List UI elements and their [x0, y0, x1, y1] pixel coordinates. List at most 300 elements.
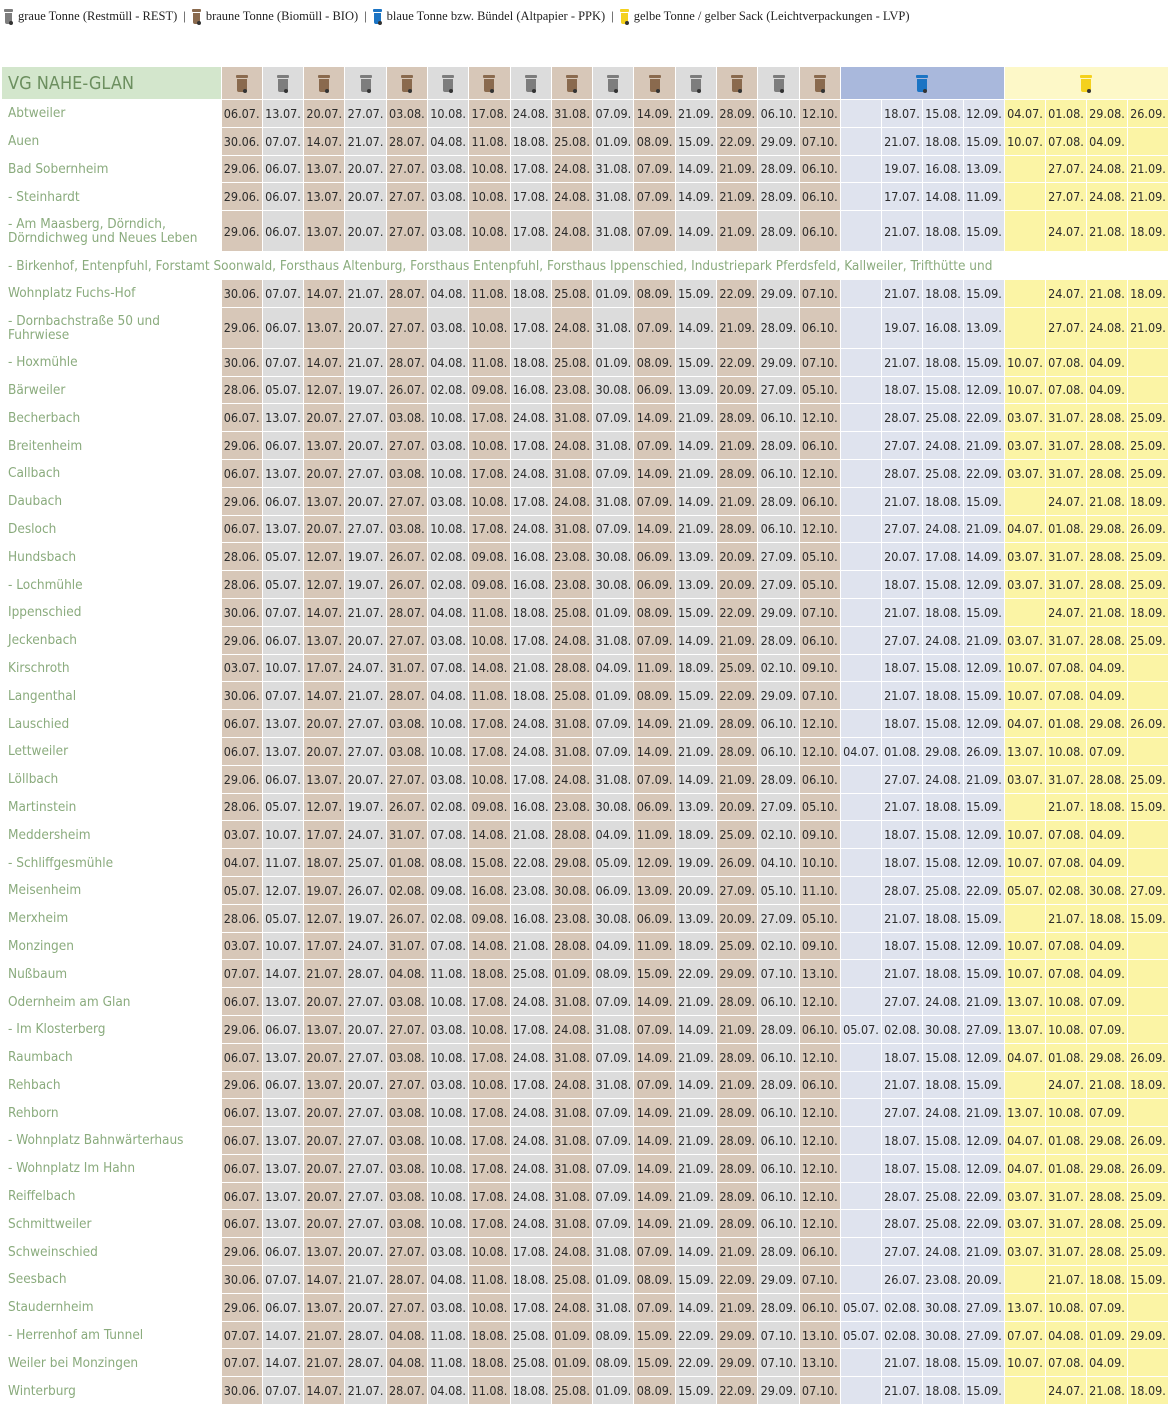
legend-label: graue Tonne (Restmüll - REST) [18, 8, 178, 23]
packaging-date-cell: 01.08. [1045, 1154, 1086, 1182]
date-cell: 13.07. [304, 1293, 345, 1321]
date-cell: 17.08. [469, 404, 510, 432]
date-cell: 17.08. [469, 710, 510, 738]
paper-date-cell: 12.09. [963, 100, 1004, 128]
date-cell: 26.07. [386, 793, 427, 821]
paper-date-cell: 16.08. [922, 307, 963, 348]
date-cell: 15.09. [675, 598, 716, 626]
date-cell: 12.10. [799, 515, 840, 543]
packaging-date-cell: 04.07. [1004, 1154, 1045, 1182]
date-cell: 06.10. [758, 459, 799, 487]
table-row [2, 1015, 1168, 1043]
date-cell: 24.08. [510, 404, 551, 432]
date-cell: 22.09. [717, 598, 758, 626]
paper-date-cell: 18.07. [881, 1127, 922, 1155]
date-cell: 10.08. [427, 737, 468, 765]
date-cell: 27.07. [386, 307, 427, 348]
brown-column-header [221, 67, 262, 100]
packaging-date-cell: 13.07. [1004, 737, 1045, 765]
location-name: Hundsbach [2, 543, 221, 571]
date-cell: 07.07. [262, 1377, 303, 1405]
date-cell: 31.08. [551, 1210, 592, 1238]
date-cell: 07.10. [799, 682, 840, 710]
date-cell: 31.08. [551, 1154, 592, 1182]
paper-date-cell: 21.09. [963, 1238, 1004, 1266]
date-cell: 20.07. [345, 1071, 386, 1099]
packaging-date-cell: 18.08. [1086, 904, 1127, 932]
date-cell: 20.07. [304, 1099, 345, 1127]
date-cell: 07.10. [758, 960, 799, 988]
packaging-date-cell [1004, 183, 1045, 211]
date-cell: 20.07. [304, 1210, 345, 1238]
packaging-date-cell [1127, 1349, 1168, 1377]
packaging-date-cell: 29.08. [1086, 1043, 1127, 1071]
date-cell: 29.09. [717, 1321, 758, 1349]
date-cell: 06.09. [634, 793, 675, 821]
date-cell: 04.08. [386, 960, 427, 988]
packaging-date-cell [1127, 1015, 1168, 1043]
date-cell: 29.06. [221, 1015, 262, 1043]
date-cell: 10.08. [469, 626, 510, 654]
paper-date-cell: 27.07. [881, 1099, 922, 1127]
date-cell: 10.08. [469, 765, 510, 793]
date-cell: 28.09. [717, 710, 758, 738]
date-cell: 27.07. [386, 1293, 427, 1321]
date-cell: 03.08. [386, 1154, 427, 1182]
date-cell: 13.09. [675, 904, 716, 932]
location-name: Odernheim am Glan [2, 988, 221, 1016]
date-cell: 14.09. [634, 459, 675, 487]
date-cell: 16.08. [510, 376, 551, 404]
date-cell: 20.07. [304, 710, 345, 738]
date-cell: 02.08. [427, 793, 468, 821]
date-cell: 06.07. [221, 1182, 262, 1210]
date-cell: 17.08. [469, 1127, 510, 1155]
date-cell: 21.07. [304, 1321, 345, 1349]
date-cell: 17.08. [510, 765, 551, 793]
paper-date-cell: 12.09. [963, 376, 1004, 404]
date-cell: 13.10. [799, 1349, 840, 1377]
paper-date-cell: 24.08. [922, 765, 963, 793]
date-cell: 29.06. [221, 432, 262, 460]
date-cell: 15.09. [675, 348, 716, 376]
date-cell: 30.08. [593, 904, 634, 932]
packaging-date-cell: 21.08. [1086, 487, 1127, 515]
paper-date-cell: 15.09. [963, 960, 1004, 988]
blue-column-header [840, 67, 1004, 100]
paper-date-cell: 18.08. [922, 960, 963, 988]
date-cell: 29.06. [221, 487, 262, 515]
paper-date-cell [840, 598, 881, 626]
packaging-date-cell: 04.07. [1004, 1127, 1045, 1155]
date-cell: 27.07. [345, 1099, 386, 1127]
date-cell: 06.10. [799, 211, 840, 252]
date-cell: 11.08. [427, 960, 468, 988]
packaging-date-cell: 18.09. [1127, 1377, 1168, 1405]
date-cell: 15.09. [675, 1377, 716, 1405]
packaging-date-cell: 10.07. [1004, 654, 1045, 682]
packaging-date-cell: 13.07. [1004, 1099, 1045, 1127]
date-cell: 15.09. [634, 1349, 675, 1377]
date-cell: 03.08. [427, 1238, 468, 1266]
date-cell: 27.07. [345, 1210, 386, 1238]
date-cell: 07.07. [262, 682, 303, 710]
date-cell: 28.08. [551, 932, 592, 960]
packaging-date-cell: 30.08. [1086, 876, 1127, 904]
packaging-date-cell: 21.08. [1086, 1377, 1127, 1405]
date-cell: 13.07. [262, 1127, 303, 1155]
date-cell: 14.09. [634, 1154, 675, 1182]
paper-date-cell [840, 1182, 881, 1210]
paper-date-cell: 27.09. [963, 1015, 1004, 1043]
date-cell: 21.07. [345, 279, 386, 307]
table-row [2, 376, 1168, 404]
date-cell: 13.09. [675, 793, 716, 821]
date-cell: 28.09. [758, 1071, 799, 1099]
paper-date-cell [840, 1127, 881, 1155]
paper-date-cell: 12.09. [963, 654, 1004, 682]
date-cell: 06.10. [799, 487, 840, 515]
date-cell: 14.09. [634, 1099, 675, 1127]
yellow-bin-icon [620, 9, 629, 24]
paper-date-cell [840, 211, 881, 252]
date-cell: 28.07. [345, 1349, 386, 1377]
date-cell: 26.07. [386, 543, 427, 571]
date-cell: 31.07. [386, 932, 427, 960]
paper-date-cell: 21.07. [881, 279, 922, 307]
date-cell: 20.07. [345, 155, 386, 183]
date-cell: 28.09. [717, 988, 758, 1016]
brown-column-header [386, 67, 427, 100]
date-cell: 25.09. [717, 654, 758, 682]
table-title: VG NAHE-GLAN [2, 67, 221, 100]
date-cell: 09.08. [469, 376, 510, 404]
date-cell: 13.07. [262, 1154, 303, 1182]
packaging-date-cell: 04.07. [1004, 1043, 1045, 1071]
paper-date-cell: 29.08. [922, 737, 963, 765]
date-cell: 05.10. [799, 793, 840, 821]
date-cell: 21.07. [304, 960, 345, 988]
date-cell: 10.08. [427, 1099, 468, 1127]
date-cell: 16.08. [510, 793, 551, 821]
date-cell: 20.07. [345, 211, 386, 252]
date-cell: 03.08. [427, 211, 468, 252]
date-cell: 04.07. [221, 849, 262, 877]
paper-date-cell: 18.08. [922, 1377, 963, 1405]
date-cell: 18.08. [510, 279, 551, 307]
date-cell: 06.10. [799, 307, 840, 348]
date-cell: 01.09. [551, 960, 592, 988]
date-cell: 05.09. [593, 849, 634, 877]
packaging-date-cell: 24.08. [1086, 307, 1127, 348]
date-cell: 06.09. [634, 904, 675, 932]
paper-date-cell [840, 710, 881, 738]
date-cell: 22.09. [717, 1377, 758, 1405]
date-cell: 24.08. [510, 737, 551, 765]
date-cell: 24.08. [510, 1127, 551, 1155]
date-cell: 06.07. [262, 307, 303, 348]
table-row [2, 348, 1168, 376]
packaging-date-cell: 24.07. [1045, 487, 1086, 515]
date-cell: 28.09. [717, 100, 758, 128]
date-cell: 10.08. [469, 183, 510, 211]
packaging-date-cell: 27.07. [1045, 155, 1086, 183]
location-name: Raumbach [2, 1043, 221, 1071]
date-cell: 07.07. [221, 960, 262, 988]
packaging-date-cell: 04.09. [1086, 960, 1127, 988]
date-cell: 28.08. [551, 821, 592, 849]
date-cell: 21.09. [675, 1154, 716, 1182]
date-cell: 21.09. [675, 459, 716, 487]
date-cell: 03.08. [386, 1043, 427, 1071]
paper-date-cell [840, 183, 881, 211]
date-cell: 30.06. [221, 348, 262, 376]
date-cell: 13.07. [304, 211, 345, 252]
date-cell: 04.08. [427, 1377, 468, 1405]
location-name: Rehborn [2, 1099, 221, 1127]
location-name: Desloch [2, 515, 221, 543]
paper-date-cell: 25.08. [922, 1182, 963, 1210]
date-cell: 28.08. [551, 654, 592, 682]
date-cell: 03.08. [386, 1182, 427, 1210]
date-cell: 06.07. [221, 988, 262, 1016]
date-cell: 12.07. [304, 571, 345, 599]
paper-date-cell: 21.07. [881, 793, 922, 821]
date-cell: 28.09. [758, 211, 799, 252]
paper-date-cell [840, 1238, 881, 1266]
date-cell: 08.09. [593, 1321, 634, 1349]
date-cell: 13.07. [304, 765, 345, 793]
date-cell: 14.09. [675, 1293, 716, 1321]
date-cell: 17.08. [469, 1099, 510, 1127]
packaging-date-cell: 28.08. [1086, 1210, 1127, 1238]
table-row [2, 821, 1168, 849]
date-cell: 29.06. [221, 765, 262, 793]
date-cell: 03.08. [386, 459, 427, 487]
date-cell: 29.06. [221, 307, 262, 348]
date-cell: 22.09. [675, 1349, 716, 1377]
table-row [2, 849, 1168, 877]
date-cell: 06.10. [758, 988, 799, 1016]
date-cell: 25.08. [551, 279, 592, 307]
location-name: Löllbach [2, 765, 221, 793]
gray-bin-icon [277, 75, 289, 92]
packaging-date-cell: 07.09. [1086, 1099, 1127, 1127]
date-cell: 24.08. [551, 307, 592, 348]
date-cell: 28.07. [386, 348, 427, 376]
date-cell: 25.07. [345, 849, 386, 877]
packaging-date-cell: 18.08. [1086, 793, 1127, 821]
legend-item [373, 9, 606, 24]
table-row [2, 155, 1168, 183]
date-cell: 31.07. [386, 654, 427, 682]
paper-date-cell: 18.08. [922, 1349, 963, 1377]
paper-date-cell [840, 765, 881, 793]
date-cell: 01.09. [593, 348, 634, 376]
date-cell: 20.07. [304, 515, 345, 543]
paper-date-cell: 18.07. [881, 571, 922, 599]
date-cell: 20.09. [675, 876, 716, 904]
location-name: Langenthal [2, 682, 221, 710]
date-cell: 21.07. [345, 1377, 386, 1405]
legend-separator: | [611, 8, 614, 23]
date-cell: 07.09. [634, 1293, 675, 1321]
date-cell: 25.08. [510, 1349, 551, 1377]
date-cell: 08.09. [634, 598, 675, 626]
table-row [2, 459, 1168, 487]
date-cell: 22.09. [717, 682, 758, 710]
date-cell: 11.08. [469, 348, 510, 376]
date-cell: 03.08. [386, 1099, 427, 1127]
packaging-date-cell: 05.07. [1004, 876, 1045, 904]
paper-date-cell: 15.08. [922, 654, 963, 682]
date-cell: 21.09. [675, 1210, 716, 1238]
packaging-date-cell: 26.09. [1127, 1043, 1168, 1071]
legend-separator: | [364, 8, 367, 23]
date-cell: 28.09. [717, 737, 758, 765]
date-cell: 04.08. [427, 348, 468, 376]
paper-date-cell: 16.08. [922, 155, 963, 183]
date-cell: 17.08. [510, 1293, 551, 1321]
date-cell: 21.07. [345, 348, 386, 376]
location-name: Breitenheim [2, 432, 221, 460]
date-cell: 07.09. [593, 710, 634, 738]
paper-date-cell [840, 432, 881, 460]
location-name: Weiler bei Monzingen [2, 1349, 221, 1377]
date-cell: 13.07. [304, 183, 345, 211]
paper-date-cell: 20.07. [881, 543, 922, 571]
date-cell: 17.08. [469, 1154, 510, 1182]
date-cell: 28.09. [717, 404, 758, 432]
paper-date-cell: 15.08. [922, 932, 963, 960]
paper-date-cell [840, 487, 881, 515]
date-cell: 28.09. [717, 1154, 758, 1182]
packaging-date-cell [1127, 127, 1168, 155]
packaging-date-cell: 10.08. [1045, 737, 1086, 765]
paper-date-cell: 24.08. [922, 1099, 963, 1127]
date-cell: 03.08. [427, 155, 468, 183]
date-cell: 13.07. [262, 1099, 303, 1127]
paper-date-cell [840, 1266, 881, 1294]
location-name: Bad Sobernheim [2, 155, 221, 183]
date-cell: 31.08. [551, 710, 592, 738]
packaging-date-cell: 24.08. [1086, 183, 1127, 211]
date-cell: 10.07. [262, 654, 303, 682]
date-cell: 19.07. [345, 793, 386, 821]
paper-date-cell: 21.09. [963, 626, 1004, 654]
date-cell: 24.08. [551, 626, 592, 654]
date-cell: 24.07. [345, 932, 386, 960]
packaging-date-cell: 04.09. [1086, 821, 1127, 849]
paper-date-cell: 04.07. [840, 737, 881, 765]
date-cell: 10.08. [469, 307, 510, 348]
date-cell: 10.08. [427, 459, 468, 487]
date-cell: 07.09. [634, 765, 675, 793]
date-cell: 12.10. [799, 1127, 840, 1155]
date-cell: 04.10. [758, 849, 799, 877]
date-cell: 30.08. [593, 571, 634, 599]
date-cell: 06.07. [221, 1099, 262, 1127]
legend-item [620, 9, 910, 24]
date-cell: 28.07. [345, 1321, 386, 1349]
date-cell: 12.10. [799, 1210, 840, 1238]
paper-date-cell: 24.08. [922, 626, 963, 654]
date-cell: 07.07. [262, 598, 303, 626]
date-cell: 25.08. [551, 1266, 592, 1294]
date-cell: 15.09. [634, 960, 675, 988]
date-cell: 27.07. [386, 1071, 427, 1099]
date-cell: 14.07. [304, 348, 345, 376]
date-cell: 17.07. [304, 932, 345, 960]
packaging-date-cell: 29.08. [1086, 1127, 1127, 1155]
paper-date-cell: 15.09. [963, 598, 1004, 626]
location-name: Meddersheim [2, 821, 221, 849]
packaging-date-cell: 10.07. [1004, 348, 1045, 376]
packaging-date-cell: 10.07. [1004, 682, 1045, 710]
date-cell: 03.08. [386, 515, 427, 543]
date-cell: 13.07. [304, 155, 345, 183]
date-cell: 06.07. [262, 765, 303, 793]
date-cell: 03.08. [427, 765, 468, 793]
packaging-date-cell: 28.08. [1086, 765, 1127, 793]
paper-date-cell: 15.08. [922, 1127, 963, 1155]
date-cell: 14.07. [262, 1321, 303, 1349]
table-row [2, 183, 1168, 211]
location-name: Martinstein [2, 793, 221, 821]
date-cell: 17.08. [510, 307, 551, 348]
location-name: Daubach [2, 487, 221, 515]
paper-date-cell: 18.08. [922, 487, 963, 515]
date-cell: 24.08. [551, 1015, 592, 1043]
date-cell: 14.09. [675, 765, 716, 793]
paper-date-cell: 15.09. [963, 904, 1004, 932]
paper-date-cell: 21.07. [881, 211, 922, 252]
date-cell: 15.09. [675, 682, 716, 710]
packaging-date-cell: 21.09. [1127, 155, 1168, 183]
paper-date-cell: 05.07. [840, 1321, 881, 1349]
packaging-date-cell: 04.09. [1086, 1349, 1127, 1377]
packaging-date-cell: 24.07. [1045, 211, 1086, 252]
date-cell: 30.06. [221, 127, 262, 155]
table-row [2, 1238, 1168, 1266]
date-cell: 12.10. [799, 1099, 840, 1127]
date-cell: 05.10. [799, 904, 840, 932]
paper-date-cell: 28.07. [881, 459, 922, 487]
date-cell: 28.09. [717, 1182, 758, 1210]
date-cell: 24.08. [510, 1043, 551, 1071]
date-cell: 06.07. [221, 515, 262, 543]
paper-date-cell [840, 279, 881, 307]
packaging-date-cell: 03.07. [1004, 571, 1045, 599]
date-cell: 18.08. [469, 960, 510, 988]
location-name: Nußbaum [2, 960, 221, 988]
packaging-date-cell: 07.09. [1086, 737, 1127, 765]
date-cell: 04.09. [593, 821, 634, 849]
brown-bin-icon [318, 75, 330, 92]
date-cell: 18.08. [510, 1377, 551, 1405]
date-cell: 07.10. [758, 1349, 799, 1377]
date-cell: 23.08. [551, 904, 592, 932]
date-cell: 24.08. [551, 1238, 592, 1266]
packaging-date-cell: 28.08. [1086, 1238, 1127, 1266]
date-cell: 17.08. [510, 1015, 551, 1043]
paper-date-cell [840, 1210, 881, 1238]
date-cell: 14.07. [304, 1377, 345, 1405]
date-cell: 06.10. [758, 1099, 799, 1127]
date-cell: 20.07. [345, 765, 386, 793]
date-cell: 26.09. [717, 849, 758, 877]
date-cell: 29.06. [221, 1238, 262, 1266]
